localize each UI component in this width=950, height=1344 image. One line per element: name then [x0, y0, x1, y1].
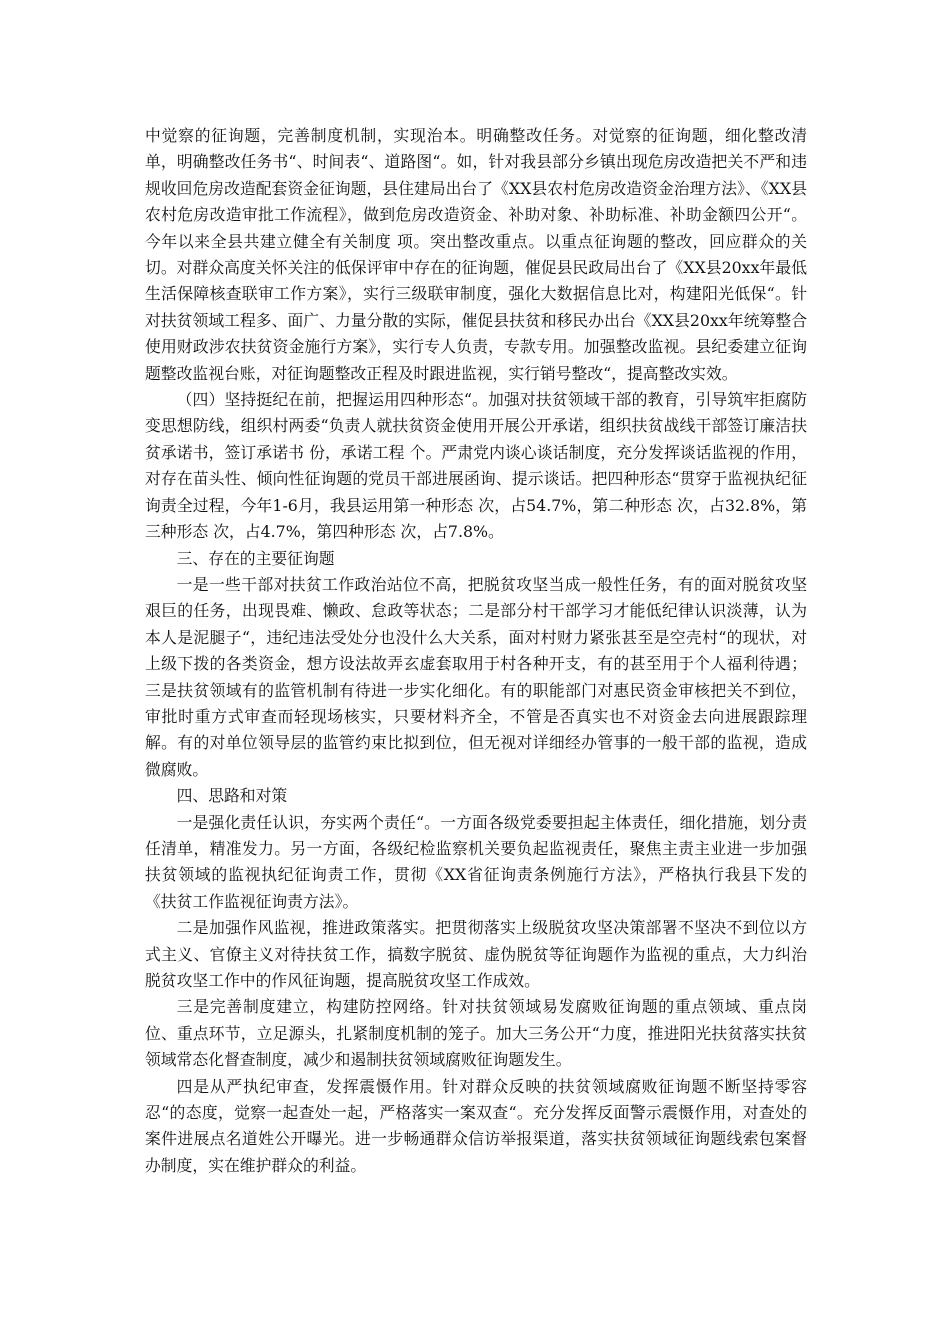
section-heading-countermeasures: 四、思路和对策	[176, 786, 288, 806]
paragraph-rectification: 中觉察的征询题，完善制度机制，实现治本。明确整改任务。对觉察的征询题，细化整改清单，明确整改任务书“、时间表“、道路图“。如，针对我县部分乡镇出现危房改造把关不严和违规收回危房改造配套资金征询题，县住建局出台了《XX县农村危房改造资金治理方法》、《XX县农村危房改造审批工作流程》，做到危房改造资金、补助对象、补助标准、补助金额四公开“。今年以来全县共建立健全有关制度 项。突出整改重点。以重点征询题的整改，回应群众的关切。对群众高度关怀关注的低保评审中存在的征询题，催促县民政局出台了《XX县20xx年最低生活保障核查联审工作方案》，实行三级联审制度，强化大数据信息比对，构建阳光低保“。针对扶贫领域工程多、面广、力量分散的实际，催促县扶贫和移民办出台《XX县20xx年统筹整合使用财政涉农扶贫资金施行方案》，实行专人负责，专款专用。加强整改监视。县纪委建立征询题整改监视台账，对征询题整改正程及时跟进监视，实行销号整改“，提高整改实效。	[145, 126, 807, 383]
paragraph-responsibility: 一是强化责任认识，夯实两个责任“。一方面各级党委要担起主体责任，细化措施，划分责任清单，精准发力。另一方面，各级纪检监察机关要负起监视责任，聚焦主责主业进一步加强扶贫领域的监视执纪征询责工作，贯彻《XX省征询责条例施行方法》，严格执行我县下发的《扶贫工作监视征询责方法》。	[145, 812, 807, 911]
paragraph-four-forms: （四）坚持挺纪在前，把握运用四种形态“。加强对扶贫领域干部的教育，引导筑牢拒腐防变思想防线，组织村两委“负责人就扶贫资金使用开展公开承诺，组织扶贫战线干部签订廉洁扶贫承诺书，签订承诺书 份，承诺工程 个。严肃党内谈心谈话制度，充分发挥谈话监视的作用，对存在苗头性、倾向性征询题的党员干部进展函询、提示谈话。把四种形态“贯穿于监视执纪征询责全过程，今年1-6月，我县运用第一种形态 次，占54.7%，第二种形态 次，占32.8%，第三种形态 次，占4.7%，第四种形态 次，占7.8%。	[145, 390, 807, 542]
paragraph-discipline-review: 四是从严执纪审查，发挥震慑作用。针对群众反映的扶贫领域腐败征询题不断坚持零容忍“的态度，觉察一起查处一起，严格落实一案双查“。充分发挥反面警示震慑作用，对查处的案件进展点名道姓公开曝光。进一步畅通群众信访举报渠道，落实扶贫领域征询题线索包案督办制度，实在维护群众的利益。	[145, 1076, 807, 1175]
paragraph-system-building: 三是完善制度建立，构建防控网络。针对扶贫领域易发腐败征询题的重点领域、重点岗位、重点环节，立足源头，扎紧制度机制的笼子。加大三务公开“力度，推进阳光扶贫落实扶贫领域常态化督查制度，减少和遏制扶贫领域腐败征询题发生。	[145, 997, 807, 1070]
document-body	[145, 123, 807, 1179]
paragraph-work-style: 二是加强作风监视，推进政策落实。把贯彻落实上级脱贫攻坚决策部署不坚决不到位以方式主义、官僚主义对待扶贫工作，搞数字脱贫、虚伪脱贫等征询题作为监视的重点，大力纠治脱贫攻坚工作中的作风征询题，提高脱贫攻坚工作成效。	[145, 918, 807, 990]
section-heading-main-problems: 三、存在的主要征询题	[176, 548, 335, 568]
paragraph-problems: 一是一些干部对扶贫工作政治站位不高，把脱贫攻坚当成一般性任务，有的面对脱贫攻坚艰巨的任务，出现畏难、懒政、怠政等状态；二是部分村干部学习才能低纪律认识淡薄，认为本人是泥腿子“，违纪违法受处分也没什么大关系，面对村财力紧张甚至是空壳村“的现状，对上级下拨的各类资金，想方设法故弄玄虚套取用于村各种开支，有的甚至用于个人福利待遇；三是扶贫领域有的监管机制有待进一步实化细化。有的职能部门对惠民资金审核把关不到位，审批时重方式审查而轻现场核实，只要材料齐全，不管是否真实也不对资金去向进展跟踪理解。有的对单位领导层的监管约束比拟到位，但无视对详细经办管事的一般干部的监视，造成微腐败。	[145, 574, 807, 779]
